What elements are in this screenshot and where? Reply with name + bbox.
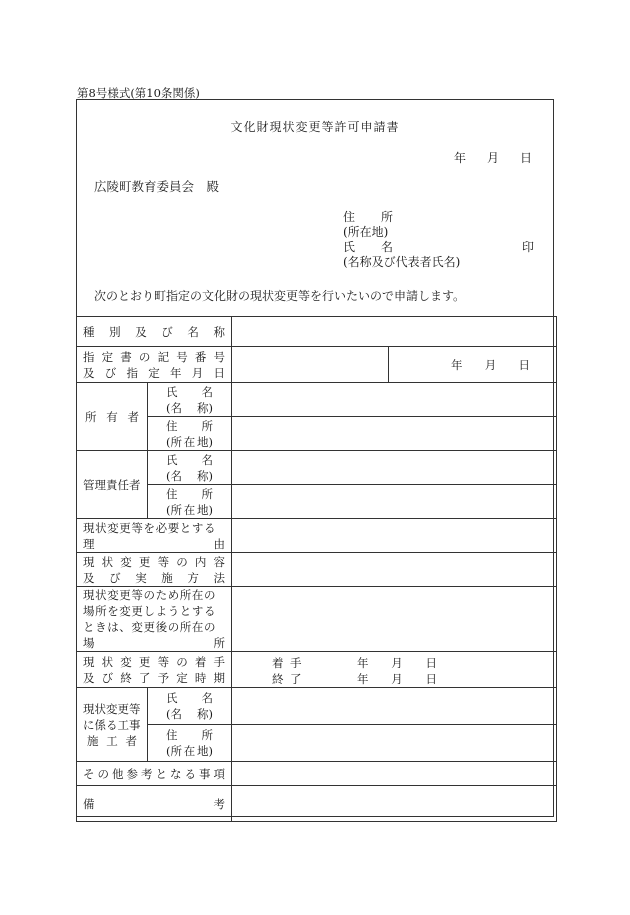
owner-name-field[interactable] <box>232 383 557 417</box>
application-date <box>454 151 532 165</box>
row-manager-address: 住 所 (所 在 地) <box>77 485 557 519</box>
reason-field[interactable] <box>232 519 557 553</box>
seal-mark: 印 <box>522 240 535 254</box>
row-remarks: 備 考 <box>77 786 557 822</box>
period-end-date: 年 月 日 <box>357 672 437 686</box>
row-type-name: 種 別 及 び 名 称 <box>77 317 557 347</box>
date-month: 月 <box>486 151 499 165</box>
application-statement: 次のとおり町指定の文化財の現状変更等を行いたいので申請します。 <box>94 289 466 303</box>
owner-address-field[interactable] <box>232 417 557 451</box>
applicant-address-sub: (所在地) <box>343 225 389 239</box>
manager-address-field[interactable] <box>232 485 557 519</box>
row-reason: 現状変更等を必要とする 理 由 <box>77 519 557 553</box>
remarks-field[interactable] <box>232 786 557 822</box>
row-period: 現 状 変 更 等 の 着 手 及 び 終 了 予 定 時 期 着 手 年 月 日 終 了 年 月 日 <box>77 652 557 688</box>
designation-date-field[interactable]: 年 月 日 <box>389 347 557 383</box>
contractor-name-field[interactable] <box>232 688 557 725</box>
applicant-address-label: 住 所 <box>343 210 393 224</box>
manager-label: 管理責任者 <box>77 451 148 519</box>
period-start: 着 手 <box>272 656 302 670</box>
date-day: 日 <box>519 151 532 165</box>
applicant-name-label: 氏 名 <box>343 240 393 254</box>
row-content: 現 状 変 更 等 の 内 容 及 び 実 施 方 法 <box>77 553 557 587</box>
form-title: 文化財現状変更等許可申請書 <box>230 120 400 134</box>
row-contractor-address: 住 所 (所 在 地) <box>77 725 557 762</box>
row-contractor-name: 現状変更等 に係る工事 施 工 者 氏 名 (名 称) <box>77 688 557 725</box>
type-name-field[interactable] <box>232 317 557 347</box>
period-field[interactable] <box>232 652 557 688</box>
form-number-label: 第8号様式(第10条関係) <box>77 86 200 100</box>
row-owner-address: 住 所 (所 在 地) <box>77 417 557 451</box>
row-manager-name: 管理責任者 氏 名 (名 称) <box>77 451 557 485</box>
addressee: 広陵町教育委員会 殿 <box>94 179 220 194</box>
row-relocation: 現状変更等のため所在の 場所を変更しようとする ときは、変更後の所在の 場 所 <box>77 587 557 652</box>
relocation-field[interactable] <box>232 587 557 652</box>
date-year: 年 <box>454 151 467 165</box>
designation-number-field[interactable] <box>232 347 389 383</box>
row-designation: 指 定 書 の 記 号 番 号 及 び 指 定 年 月 日 年 月 日 <box>77 347 557 383</box>
contractor-address-field[interactable] <box>232 725 557 762</box>
applicant-name-sub: (名称及び代表者氏名) <box>343 255 461 269</box>
content-field[interactable] <box>232 553 557 587</box>
manager-name-field[interactable] <box>232 451 557 485</box>
application-table <box>76 316 557 822</box>
row-owner-name: 所 有 者 氏 名 (名 称) <box>77 383 557 417</box>
row-other: そ の 他 参 考 と な る 事 項 <box>77 762 557 786</box>
period-start-date: 年 月 日 <box>357 656 437 670</box>
period-end: 終 了 <box>272 672 302 686</box>
other-field[interactable] <box>232 762 557 786</box>
